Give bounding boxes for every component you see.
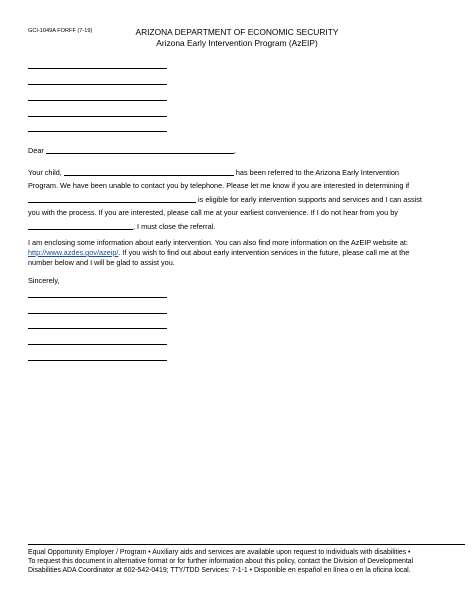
salutation — [28, 146, 236, 155]
close-date-field[interactable] — [28, 222, 133, 230]
signature-line-3[interactable] — [28, 328, 167, 329]
para2-line3: number below and I will be glad to assist you. — [28, 258, 175, 267]
para2-line2-rest: . If you wish to find out about early intervention services in the future, please call me at the — [118, 248, 410, 257]
para1-text-d: is eligible for early intervention supports and services and I can assist — [198, 195, 422, 204]
para1-text-b: has been referred to the Arizona Early Intervention — [235, 168, 399, 177]
footer-line-3: Disabilities ADA Coordinator at 602-542-0419; TTY/TDD Services: 7-1-1 • Disponible en español en línea o en la oficina local. — [28, 567, 411, 574]
closing: Sincerely, — [28, 276, 60, 285]
para1-text-f: , I must close the referral. — [133, 222, 216, 231]
signature-line-1[interactable] — [28, 297, 167, 298]
recipient-name-field[interactable] — [46, 146, 234, 154]
signature-line-2[interactable] — [28, 313, 167, 314]
signature-line-4[interactable] — [28, 344, 167, 345]
address-line-1[interactable] — [28, 68, 167, 69]
agency-title: ARIZONA DEPARTMENT OF ECONOMIC SECURITY — [135, 27, 339, 37]
signature-line-5[interactable] — [28, 360, 167, 361]
para2-line1: I am enclosing some information about early intervention. You can also find more information on the AzEIP website at: — [28, 238, 408, 247]
child-name-field[interactable] — [64, 168, 234, 176]
salutation-comma: , — [233, 146, 236, 155]
form-id: GCI-1049A FORFF (7-19) — [28, 28, 93, 34]
footer-line-2: To request this document in alternative format or for further information about this policy, contact the Division of Developmental — [28, 558, 414, 565]
address-line-4[interactable] — [28, 116, 167, 117]
dear-label: Dear — [28, 146, 44, 155]
address-line-5[interactable] — [28, 131, 167, 132]
address-line-2[interactable] — [28, 84, 167, 85]
footer-line-1: Equal Opportunity Employer / Program • Auxiliary aids and services are available upon request to individuals with disabilities • — [28, 549, 411, 556]
footer-rule — [28, 544, 465, 545]
child-name-field-2[interactable] — [28, 195, 196, 203]
program-subtitle: Arizona Early Intervention Program (AzEIP) — [156, 38, 318, 48]
address-line-3[interactable] — [28, 100, 167, 101]
para1-text-a: Your child, — [28, 168, 62, 177]
para1-text-c: Program. We have been unable to contact you by telephone. Please let me know if you are interested in determining if — [28, 181, 410, 190]
azeip-website-link[interactable]: http://www.azdes.gov/azeip/ — [28, 248, 119, 257]
para1-text-e: you with the process. If you are interested, please call me at your earliest convenience. If I do not hear from you by — [28, 208, 398, 217]
